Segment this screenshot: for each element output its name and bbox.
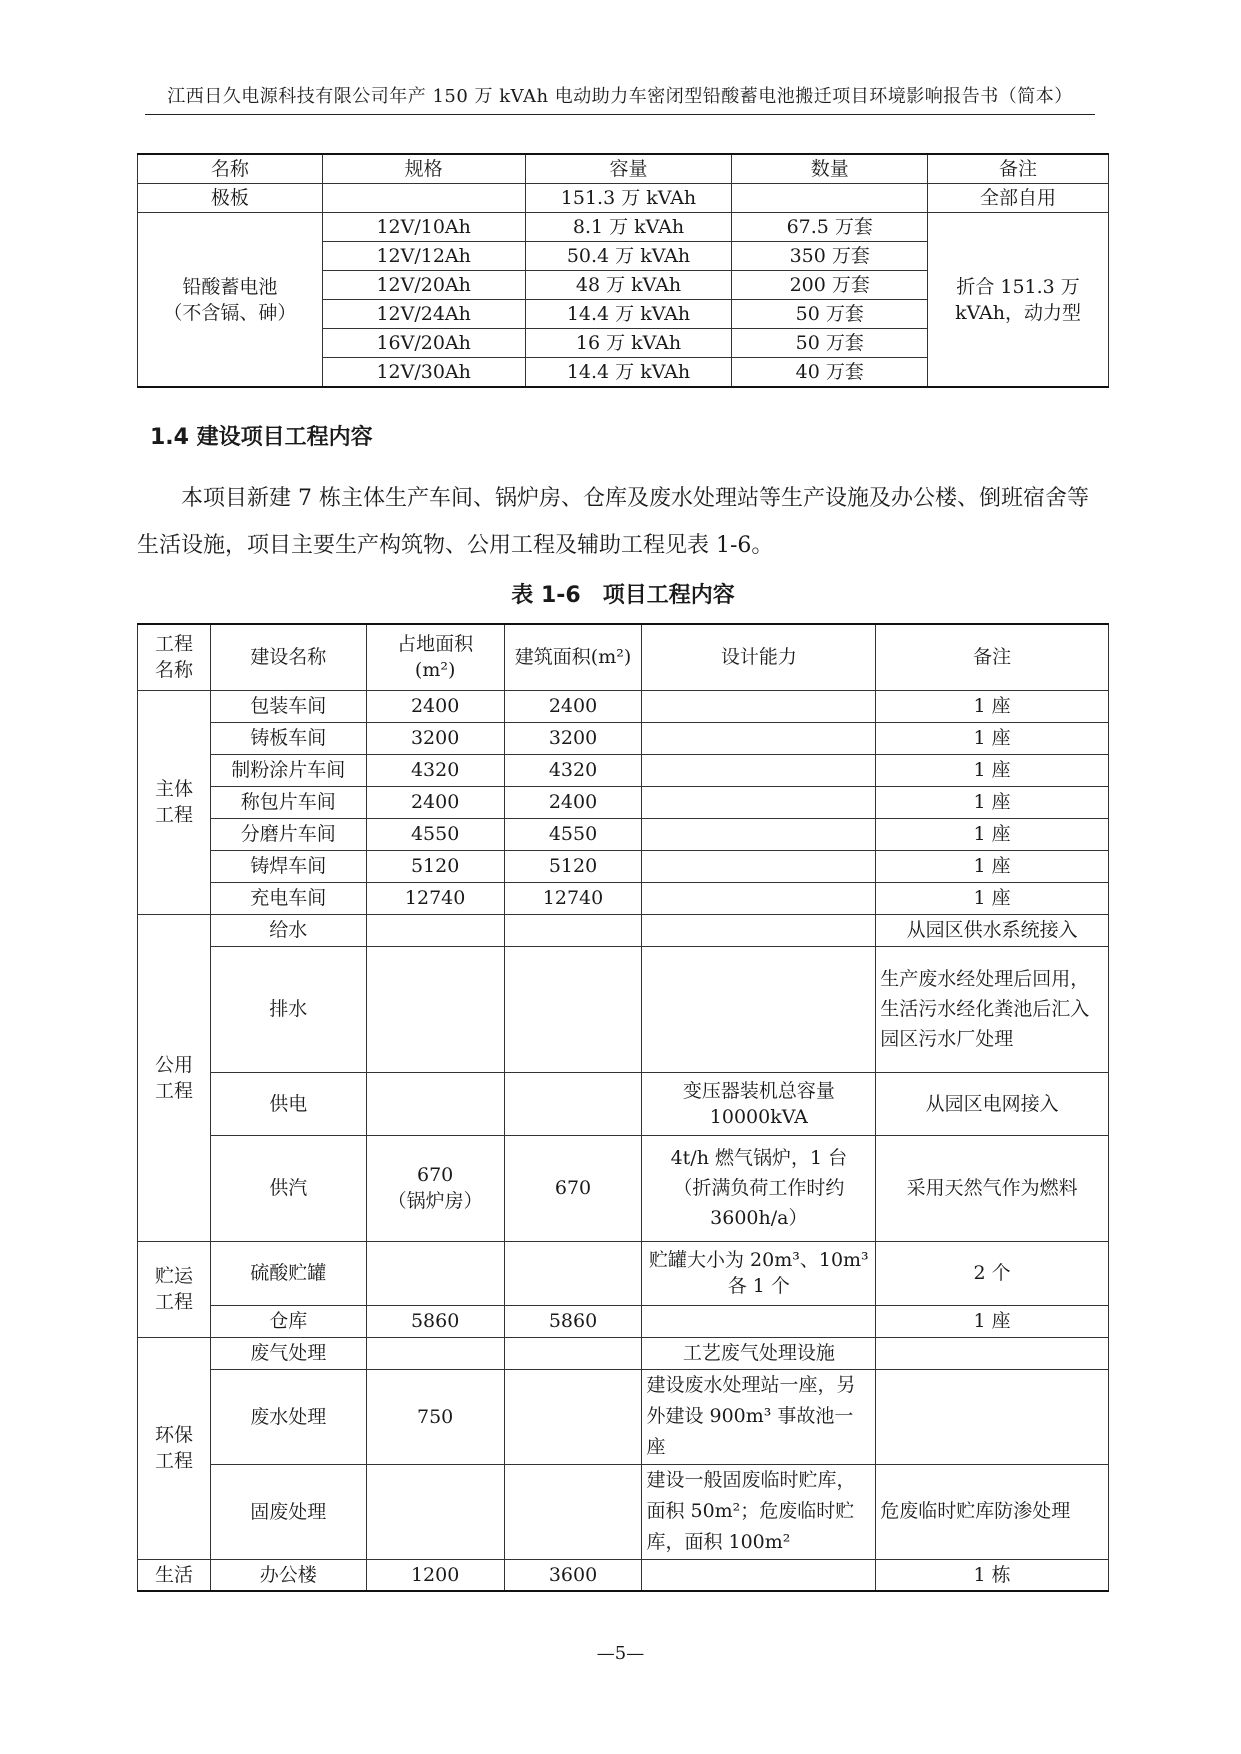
cell-name: 分磨片车间	[210, 818, 366, 850]
table-row	[138, 754, 1109, 786]
col-header-category	[138, 624, 211, 690]
cell-spec	[322, 184, 525, 213]
cell-note: 生产废水经处理后回用，生活污水经化粪池后汇入园区污水厂处理	[876, 946, 1109, 1072]
cell-capacity: 50.4 万 kVAh	[525, 242, 732, 271]
cell-building-area	[504, 946, 642, 1072]
cell-capacity	[642, 786, 876, 818]
cell-quantity: 40 万套	[732, 358, 928, 388]
cell-capacity: 14.4 万 kVAh	[525, 358, 732, 388]
category-line: 贮运	[154, 1265, 193, 1287]
cell-note	[876, 1369, 1109, 1464]
cell-building-area: 2400	[504, 786, 642, 818]
cell-area: 2400	[366, 690, 504, 722]
cell-capacity	[642, 1241, 876, 1305]
cell-category-storage	[138, 1241, 211, 1337]
engineering-table	[137, 623, 1109, 1592]
cell-quantity: 50 万套	[732, 300, 928, 329]
cell-name: 制粉涂片车间	[210, 754, 366, 786]
table-header-row	[138, 154, 1109, 184]
cell-capacity	[642, 882, 876, 914]
cell-building-area: 3600	[504, 1559, 642, 1591]
table-row	[138, 818, 1109, 850]
col-header-building-area: 建筑面积(m²)	[504, 624, 642, 690]
cell-spec: 12V/10Ah	[322, 213, 525, 242]
page-header: 江西日久电源科技有限公司年产 150 万 kVAh 电动助力车密闭型铅酸蓄电池搬迁项目环境影响报告书（简本）	[167, 86, 1073, 107]
table-row	[138, 1559, 1109, 1591]
capacity-line: 10000kVA	[709, 1105, 808, 1128]
cell-note: 2 个	[876, 1241, 1109, 1305]
cell-note: 全部自用	[928, 184, 1109, 213]
cell-capacity	[642, 818, 876, 850]
cell-area	[366, 1135, 504, 1241]
cell-building-area: 670	[504, 1135, 642, 1241]
cell-note: 1 座	[876, 1305, 1109, 1337]
table-row	[138, 690, 1109, 722]
cell-area	[366, 1241, 504, 1305]
cell-name: 废水处理	[210, 1369, 366, 1464]
cell-building-area	[504, 1241, 642, 1305]
cell-area: 4550	[366, 818, 504, 850]
cell-area	[366, 946, 504, 1072]
capacity-line: 各 1 个	[727, 1275, 790, 1297]
header-line: 名称	[154, 659, 193, 682]
cell-capacity: 8.1 万 kVAh	[525, 213, 732, 242]
cell-name: 包装车间	[210, 690, 366, 722]
category-line: 环保	[154, 1424, 193, 1446]
header-line: 占地面积	[397, 633, 474, 656]
col-header-area	[366, 624, 504, 690]
cell-building-area: 12740	[504, 882, 642, 914]
cell-category-life: 生活	[138, 1559, 211, 1591]
table-row	[138, 914, 1109, 946]
cell-category-env	[138, 1337, 211, 1559]
cell-capacity: 建设一般固废临时贮库，面积 50m²；危废临时贮库，面积 100m²	[642, 1464, 876, 1559]
cell-quantity	[732, 184, 928, 213]
category-line: 主体	[154, 778, 193, 800]
cell-note: 从园区供水系统接入	[876, 914, 1109, 946]
cell-building-area: 2400	[504, 690, 642, 722]
table-row	[138, 850, 1109, 882]
section-paragraph: 本项目新建 7 栋主体生产车间、锅炉房、仓库及废水处理站等生产设施及办公楼、倒班宿舍等生活设施，项目主要生产构筑物、公用工程及辅助工程见表 1-6。	[137, 486, 1089, 558]
cell-capacity	[642, 914, 876, 946]
cell-building-area	[504, 1072, 642, 1135]
cell-spec: 12V/24Ah	[322, 300, 525, 329]
cell-name: 铸板车间	[210, 722, 366, 754]
table-row	[138, 722, 1109, 754]
cell-building-area	[504, 1369, 642, 1464]
cell-capacity	[642, 1072, 876, 1135]
cell-capacity: 48 万 kVAh	[525, 271, 732, 300]
cell-capacity: 工艺废气处理设施	[642, 1337, 876, 1369]
cell-note: 1 座	[876, 850, 1109, 882]
cell-capacity	[642, 1559, 876, 1591]
cell-building-area: 4320	[504, 754, 642, 786]
table-row	[138, 1241, 1109, 1305]
cell-area: 12740	[366, 882, 504, 914]
cell-building-area	[504, 914, 642, 946]
table-row	[138, 213, 1109, 242]
page-number: —5—	[596, 1643, 645, 1664]
capacity-line: 3600h/a）	[710, 1207, 808, 1229]
cell-name: 硫酸贮罐	[210, 1241, 366, 1305]
cell-note: 1 座	[876, 690, 1109, 722]
cell-building-area: 3200	[504, 722, 642, 754]
cell-name: 固废处理	[210, 1464, 366, 1559]
cell-area: 5120	[366, 850, 504, 882]
cell-capacity: 14.4 万 kVAh	[525, 300, 732, 329]
cell-capacity	[642, 722, 876, 754]
cell-capacity	[642, 850, 876, 882]
cell-building-area: 5860	[504, 1305, 642, 1337]
table-row	[138, 1135, 1109, 1241]
cell-name: 废气处理	[210, 1337, 366, 1369]
table-row	[138, 946, 1109, 1072]
cell-building-area	[504, 1337, 642, 1369]
battery-note-line2: kVAh，动力型	[955, 301, 1082, 324]
table-row	[138, 1369, 1109, 1464]
cell-note	[876, 1337, 1109, 1369]
cell-area	[366, 1337, 504, 1369]
cell-building-area	[504, 1464, 642, 1559]
cell-capacity	[642, 690, 876, 722]
cell-name: 仓库	[210, 1305, 366, 1337]
table-row	[138, 1072, 1109, 1135]
cell-battery-name	[138, 213, 323, 388]
cell-area: 750	[366, 1369, 504, 1464]
cell-area: 2400	[366, 786, 504, 818]
cell-name: 充电车间	[210, 882, 366, 914]
cell-capacity	[642, 754, 876, 786]
cell-note: 从园区电网接入	[876, 1072, 1109, 1135]
cell-quantity: 350 万套	[732, 242, 928, 271]
header-rule	[145, 114, 1095, 115]
cell-capacity	[642, 946, 876, 1072]
capacity-line: 4t/h 燃气锅炉，1 台	[670, 1147, 848, 1169]
table-row	[138, 786, 1109, 818]
battery-name-line2: （不含镉、砷）	[163, 301, 297, 324]
cell-spec: 12V/12Ah	[322, 242, 525, 271]
capacity-line: （折满负荷工作时约	[673, 1177, 845, 1199]
table-row	[138, 1337, 1109, 1369]
area-line: （锅炉房）	[387, 1190, 483, 1212]
category-line: 工程	[154, 1079, 193, 1102]
table-row	[138, 1305, 1109, 1337]
cell-quantity: 67.5 万套	[732, 213, 928, 242]
cell-name: 办公楼	[210, 1559, 366, 1591]
table-row	[138, 1464, 1109, 1559]
cell-area	[366, 914, 504, 946]
cell-capacity: 建设废水处理站一座，另外建设 900m³ 事故池一座	[642, 1369, 876, 1464]
cell-name: 称包片车间	[210, 786, 366, 818]
category-line: 工程	[154, 1291, 193, 1313]
cell-building-area: 4550	[504, 818, 642, 850]
cell-name: 极板	[138, 184, 323, 213]
cell-spec: 16V/20Ah	[322, 329, 525, 358]
capacity-line: 变压器装机总容量	[682, 1079, 835, 1102]
header-line: (m²)	[414, 659, 456, 682]
area-line: 670	[417, 1164, 454, 1186]
cell-area: 3200	[366, 722, 504, 754]
cell-note: 危废临时贮库防渗处理	[876, 1464, 1109, 1559]
header-line: 工程	[154, 633, 193, 656]
cell-note: 1 座	[876, 882, 1109, 914]
battery-name-line1: 铅酸蓄电池	[182, 275, 278, 298]
cell-capacity: 16 万 kVAh	[525, 329, 732, 358]
cell-capacity	[642, 1305, 876, 1337]
col-header-quantity: 数量	[732, 154, 928, 184]
cell-note: 1 座	[876, 722, 1109, 754]
table-caption: 表 1-6 项目工程内容	[511, 583, 735, 608]
cell-note: 1 座	[876, 818, 1109, 850]
category-line: 工程	[154, 1450, 193, 1472]
table-row	[138, 882, 1109, 914]
cell-name: 供电	[210, 1072, 366, 1135]
col-header-capacity: 容量	[525, 154, 732, 184]
cell-area: 5860	[366, 1305, 504, 1337]
cell-note: 1 座	[876, 786, 1109, 818]
table-header-row	[138, 624, 1109, 690]
cell-building-area: 5120	[504, 850, 642, 882]
cell-category-utility	[138, 914, 211, 1241]
cell-name: 排水	[210, 946, 366, 1072]
cell-quantity: 50 万套	[732, 329, 928, 358]
cell-note: 采用天然气作为燃料	[876, 1135, 1109, 1241]
cell-name: 给水	[210, 914, 366, 946]
cell-category-main	[138, 690, 211, 914]
capacity-line: 贮罐大小为 20m³、10m³	[649, 1249, 869, 1271]
col-header-spec: 规格	[322, 154, 525, 184]
cell-battery-note	[928, 213, 1109, 388]
section-heading: 1.4 建设项目工程内容	[150, 425, 373, 450]
col-header-note: 备注	[876, 624, 1109, 690]
battery-note-line1: 折合 151.3 万	[956, 275, 1080, 298]
table-row	[138, 184, 1109, 213]
cell-area: 4320	[366, 754, 504, 786]
cell-area	[366, 1464, 504, 1559]
col-header-name: 建设名称	[210, 624, 366, 690]
col-header-note: 备注	[928, 154, 1109, 184]
category-line: 公用	[154, 1053, 193, 1076]
col-header-name: 名称	[138, 154, 323, 184]
cell-quantity: 200 万套	[732, 271, 928, 300]
cell-area	[366, 1072, 504, 1135]
category-line: 工程	[154, 804, 193, 826]
cell-name: 供汽	[210, 1135, 366, 1241]
cell-capacity	[642, 1135, 876, 1241]
cell-area: 1200	[366, 1559, 504, 1591]
cell-capacity: 151.3 万 kVAh	[525, 184, 732, 213]
col-header-capacity: 设计能力	[642, 624, 876, 690]
product-table	[137, 153, 1109, 388]
cell-note: 1 座	[876, 754, 1109, 786]
cell-spec: 12V/30Ah	[322, 358, 525, 388]
cell-spec: 12V/20Ah	[322, 271, 525, 300]
cell-name: 铸焊车间	[210, 850, 366, 882]
cell-note: 1 栋	[876, 1559, 1109, 1591]
